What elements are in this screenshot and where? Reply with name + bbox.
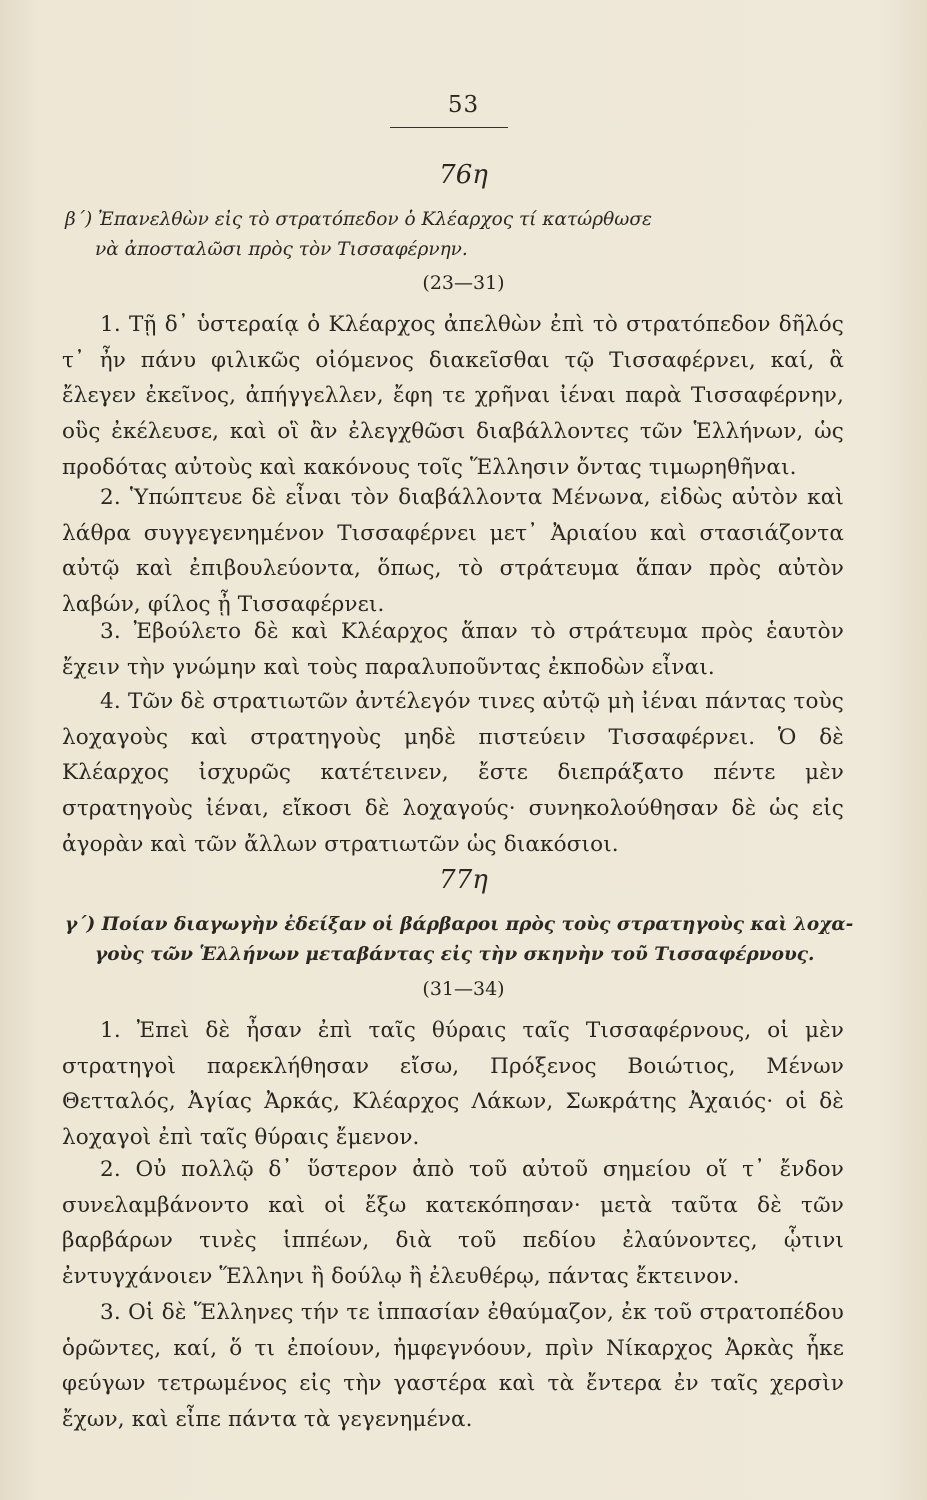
paragraph: 3. Οἱ δὲ Ἕλληνες τήν τε ἱππασίαν ἐθαύμαζον, ἐκ τοῦ στρατοπέδου ὁρῶντες, καί, ὅ τι ἐποίουν, ἠμφεγνόουν, πρὶν Νίκαρχος Ἀρκὰς ἧκε φεύγων τετρωμένος εἰς τὴν γαστέρα καὶ τὰ ἔντερα ἐν ταῖς χερσὶν ἔχων, καὶ εἶπε πάντα τὰ γεγενημένα. [62,1300,844,1433]
paragraph: 2. Οὐ πολλῷ δ᾿ ὕστερον ἀπὸ τοῦ αὐτοῦ σημείου οἵ τ᾿ ἔνδον συνελαμβάνοντο καὶ οἱ ἔξω κατεκόπησαν· μετὰ ταῦτα δὲ τῶν βαρβάρων τινὲς ἱππέων, διὰ τοῦ πεδίου ἐλαύνοντες, ᾧτινι ἐντυγχάνοιεν Ἕλληνι ἢ δούλῳ ἢ ἐλευθέρῳ, πάντας ἔκτεινον. [62,1157,844,1290]
section-heading-77 [65,910,855,970]
heading-line: β΄) Ἐπανελθὼν εἰς τὸ στρατόπεδον ὁ Κλέαρχος τί κατώρθωσε [65,209,652,230]
section-number-77: 77η [439,865,488,895]
paragraph: 4. Τῶν δὲ στρατιωτῶν ἀντέλεγόν τινες αὐτῷ μὴ ἰέναι πάντας τοὺς λοχαγοὺς καὶ στρατηγοὺς μηδὲ πιστεύειν Τισσαφέρνει. Ὁ δὲ Κλέαρχος ἰσχυρῶς κατέτεινεν, ἔστε διεπράξατο πέντε μὲν στρατηγοὺς ἰέναι, εἴκοσι δὲ λοχαγούς· συνηκολούθησαν δὲ ὡς εἰς ἀγορὰν καὶ τῶν ἄλλων στρατιωτῶν ὡς διακόσιοι. [62,689,844,857]
heading-line: γοὺς τῶν Ἑλλήνων μεταβάντας εἰς τὴν σκηνὴν τοῦ Τισσαφέρνους. [95,944,815,965]
heading-line: γ΄) Ποίαν διαγωγὴν ἐδείξαν οἱ βάρβαροι πρὸς τοὺς στρατηγοὺς καὶ λοχα- [65,914,854,935]
line-range: (31—34) [422,978,505,1000]
section-number-76: 76η [439,160,488,190]
paragraph: 1. Ἐπεὶ δὲ ἦσαν ἐπὶ ταῖς θύραις ταῖς Τισσαφέρνους, οἱ μὲν στρατηγοὶ παρεκλήθησαν εἴσω, Πρόξενος Βοιώτιος, Μένων Θετταλός, Ἀγίας Ἀρκάς, Κλέαρχος Λάκων, Σωκράτης Ἀχαιός· οἱ δὲ λοχαγοὶ ἐπὶ ταῖς θύραις ἔμενον. [62,1018,844,1151]
heading-line: νὰ ἀποσταλῶσι πρὸς τὸν Τισσαφέρνην. [95,239,468,260]
section-heading-76 [65,205,855,265]
header-rule [390,127,508,128]
paragraph: 1. Τῇ δ᾿ ὑστεραίᾳ ὁ Κλέαρχος ἀπελθὼν ἐπὶ τὸ στρατόπεδον δῆλός τ᾿ ἦν πάνυ φιλικῶς οἰόμενος διακεῖσθαι τῷ Τισσαφέρνει, καί, ἃ ἔλεγεν ἐκεῖνος, ἀπήγγελλεν, ἔφη τε χρῆναι ἰέναι παρὰ Τισσαφέρνην, οὓς ἐκέλευσε, καὶ οἳ ἂν ἐλεγχθῶσι διαβάλλοντες τῶν Ἑλλήνων, ὡς προδότας αὐτοὺς καὶ κακόνους τοῖς Ἕλλησιν ὄντας τιμωρηθῆναι. [62,312,844,480]
paragraph: 3. Ἐβούλετο δὲ καὶ Κλέαρχος ἅπαν τὸ στράτευμα πρὸς ἑαυτὸν ἔχειν τὴν γνώμην καὶ τοὺς παραλυποῦντας ἐκποδὼν εἶναι. [62,619,844,680]
paragraph: 2. Ὑπώπτευε δὲ εἶναι τὸν διαβάλλοντα Μένωνα, εἰδὼς αὐτὸν καὶ λάθρα συγγεγενημένον Τισσαφέρνει μετ᾿ Ἀριαίου καὶ στασιάζοντα αὐτῷ καὶ ἐπιβουλεύοντα, ὅπως, τὸ στράτευμα ἅπαν πρὸς αὐτὸν λαβών, φίλος ᾖ Τισσαφέρνει. [62,485,844,618]
page-number: 53 [447,92,480,118]
line-range: (23—31) [422,272,505,294]
